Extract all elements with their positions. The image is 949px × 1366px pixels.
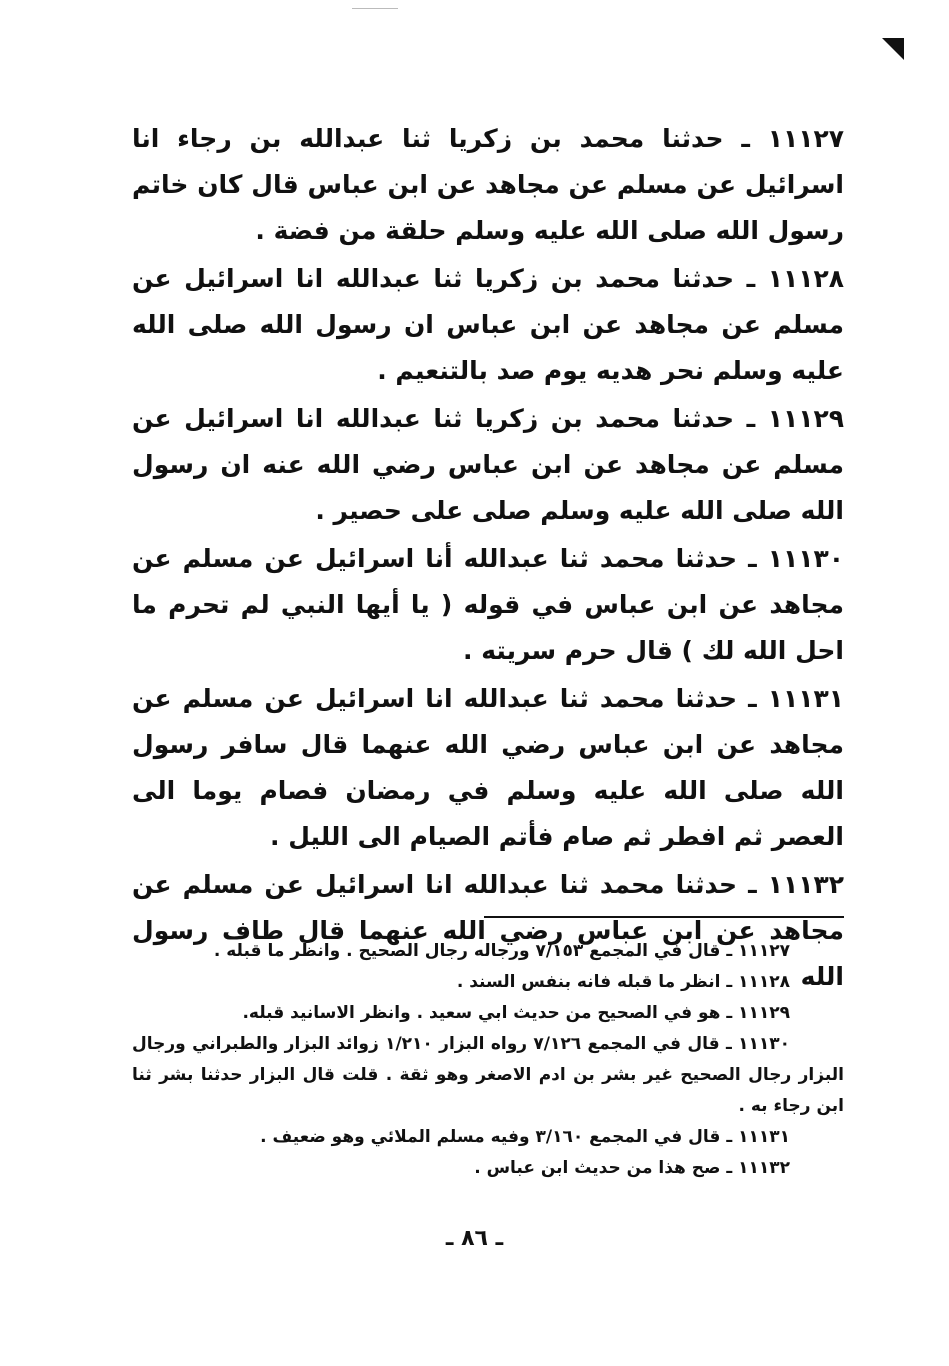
hadith-dash: ـ [748,870,757,899]
footnote-text: صح هذا من حديث ابن عباس . [474,1158,721,1178]
hadith-dash: ـ [748,544,757,573]
footnote-number: ١١١٣٢ [738,1158,790,1178]
hadith-number: ١١١٣١ [767,684,844,713]
hadith-text: حدثنا محمد بن زكريا ثنا عبدالله بن رجاء انا اسرائيل عن مسلم عن مجاهد عن ابن عباس قال كان خاتم رسول الله صلى الله عليه وسلم حلقة من فضة . [132,124,844,245]
footnote-dash: ـ [726,972,733,992]
hadith-dash: ـ [748,684,757,713]
hadith-text: حدثنا محمد بن زكريا ثنا عبدالله انا اسرائيل عن مسلم عن مجاهد عن ابن عباس ان رسول الله صلى الله عليه وسلم نحر هديه يوم صد بالتنعيم . [132,264,844,385]
footnote-dash: ـ [726,1003,733,1023]
footnote-divider [484,916,844,918]
footnote-number: ١١١٢٩ [738,1003,790,1023]
footnote-number: ١١١٣١ [738,1127,790,1147]
footnote-number: ١١١٣٠ [738,1034,790,1054]
hadith-text: حدثنا محمد ثنا عبدالله انا اسرائيل عن مسلم عن مجاهد عن ابن عباس رضي الله عنهما قال طاف رسول الله [132,870,844,991]
hadith-entry [132,396,844,534]
page-number: ـ ٨٦ ـ [445,1226,504,1251]
hadith-number: ١١١٢٧ [767,124,844,153]
hadith-entry [132,116,844,254]
footnote [132,967,844,998]
footnote-text: هو في الصحيح من حديث ابي سعيد . وانظر الاسانيد قبله. [242,1003,721,1023]
hadith-entry [132,256,844,394]
footnote-text: قال في المجمع ٧/١٥٣ ورجاله رجال الصحيح . وانظر ما قبله . [213,941,721,961]
hadith-entry [132,676,844,860]
hadith-entry [132,536,844,674]
footnote-number: ١١١٢٨ [738,972,790,992]
footnote-dash: ـ [726,1158,733,1178]
footnote [132,998,844,1029]
footnote [132,1153,844,1184]
hadith-text: حدثنا محمد ثنا عبدالله أنا اسرائيل عن مسلم عن مجاهد عن ابن عباس في قوله ( يا أيها النبي لم تحرم ما احل الله لك ) قال حرم سريته . [132,544,844,665]
hadith-list [132,116,844,1002]
footnote-dash: ـ [726,1127,733,1147]
footnote [132,936,844,967]
hadith-number: ١١١٣٠ [767,544,844,573]
hadith-text: حدثنا محمد بن زكريا ثنا عبدالله انا اسرائيل عن مسلم عن مجاهد عن ابن عباس رضي الله عنه ان رسول الله صلى الله عليه وسلم صلى على حصير . [132,404,844,525]
hadith-dash: ـ [746,404,756,433]
footnote-number: ١١١٢٧ [738,941,790,961]
hadith-number: ١١١٣٢ [767,870,844,899]
footnote-text: قال في المجمع ٣/١٦٠ وفيه مسلم الملائي وهو ضعيف . [260,1127,721,1147]
footnote-text: قال في المجمع ٧/١٢٦ رواه البزار ١/٢١٠ زوائد البزار والطبراني ورجال البزار رجال الصحيح غير بشر بن ادم الاصغر وهو ثقة . قلت قال البزار حدثنا بشر ثنا ابن رجاء به . [132,1034,844,1116]
footnotes [132,936,844,1184]
corner-mark-icon [882,38,904,60]
hadith-number: ١١١٢٩ [767,404,844,433]
footnote [132,1029,844,1122]
footnote-text: انظر ما قبله فانه بنفس السند . [456,972,721,992]
footnote [132,1122,844,1153]
footnote-dash: ـ [726,941,733,961]
hadith-dash: ـ [746,264,756,293]
top-rule [352,8,398,9]
footnote-dash: ـ [725,1034,732,1054]
hadith-dash: ـ [741,124,750,153]
hadith-text: حدثنا محمد ثنا عبدالله انا اسرائيل عن مسلم عن مجاهد عن ابن عباس رضي الله عنهما قال سافر رسول الله صلى الله عليه وسلم في رمضان فصام يوما الى العصر ثم افطر ثم صام فأتم الصيام الى الليل . [132,684,844,851]
hadith-number: ١١١٢٨ [767,264,844,293]
